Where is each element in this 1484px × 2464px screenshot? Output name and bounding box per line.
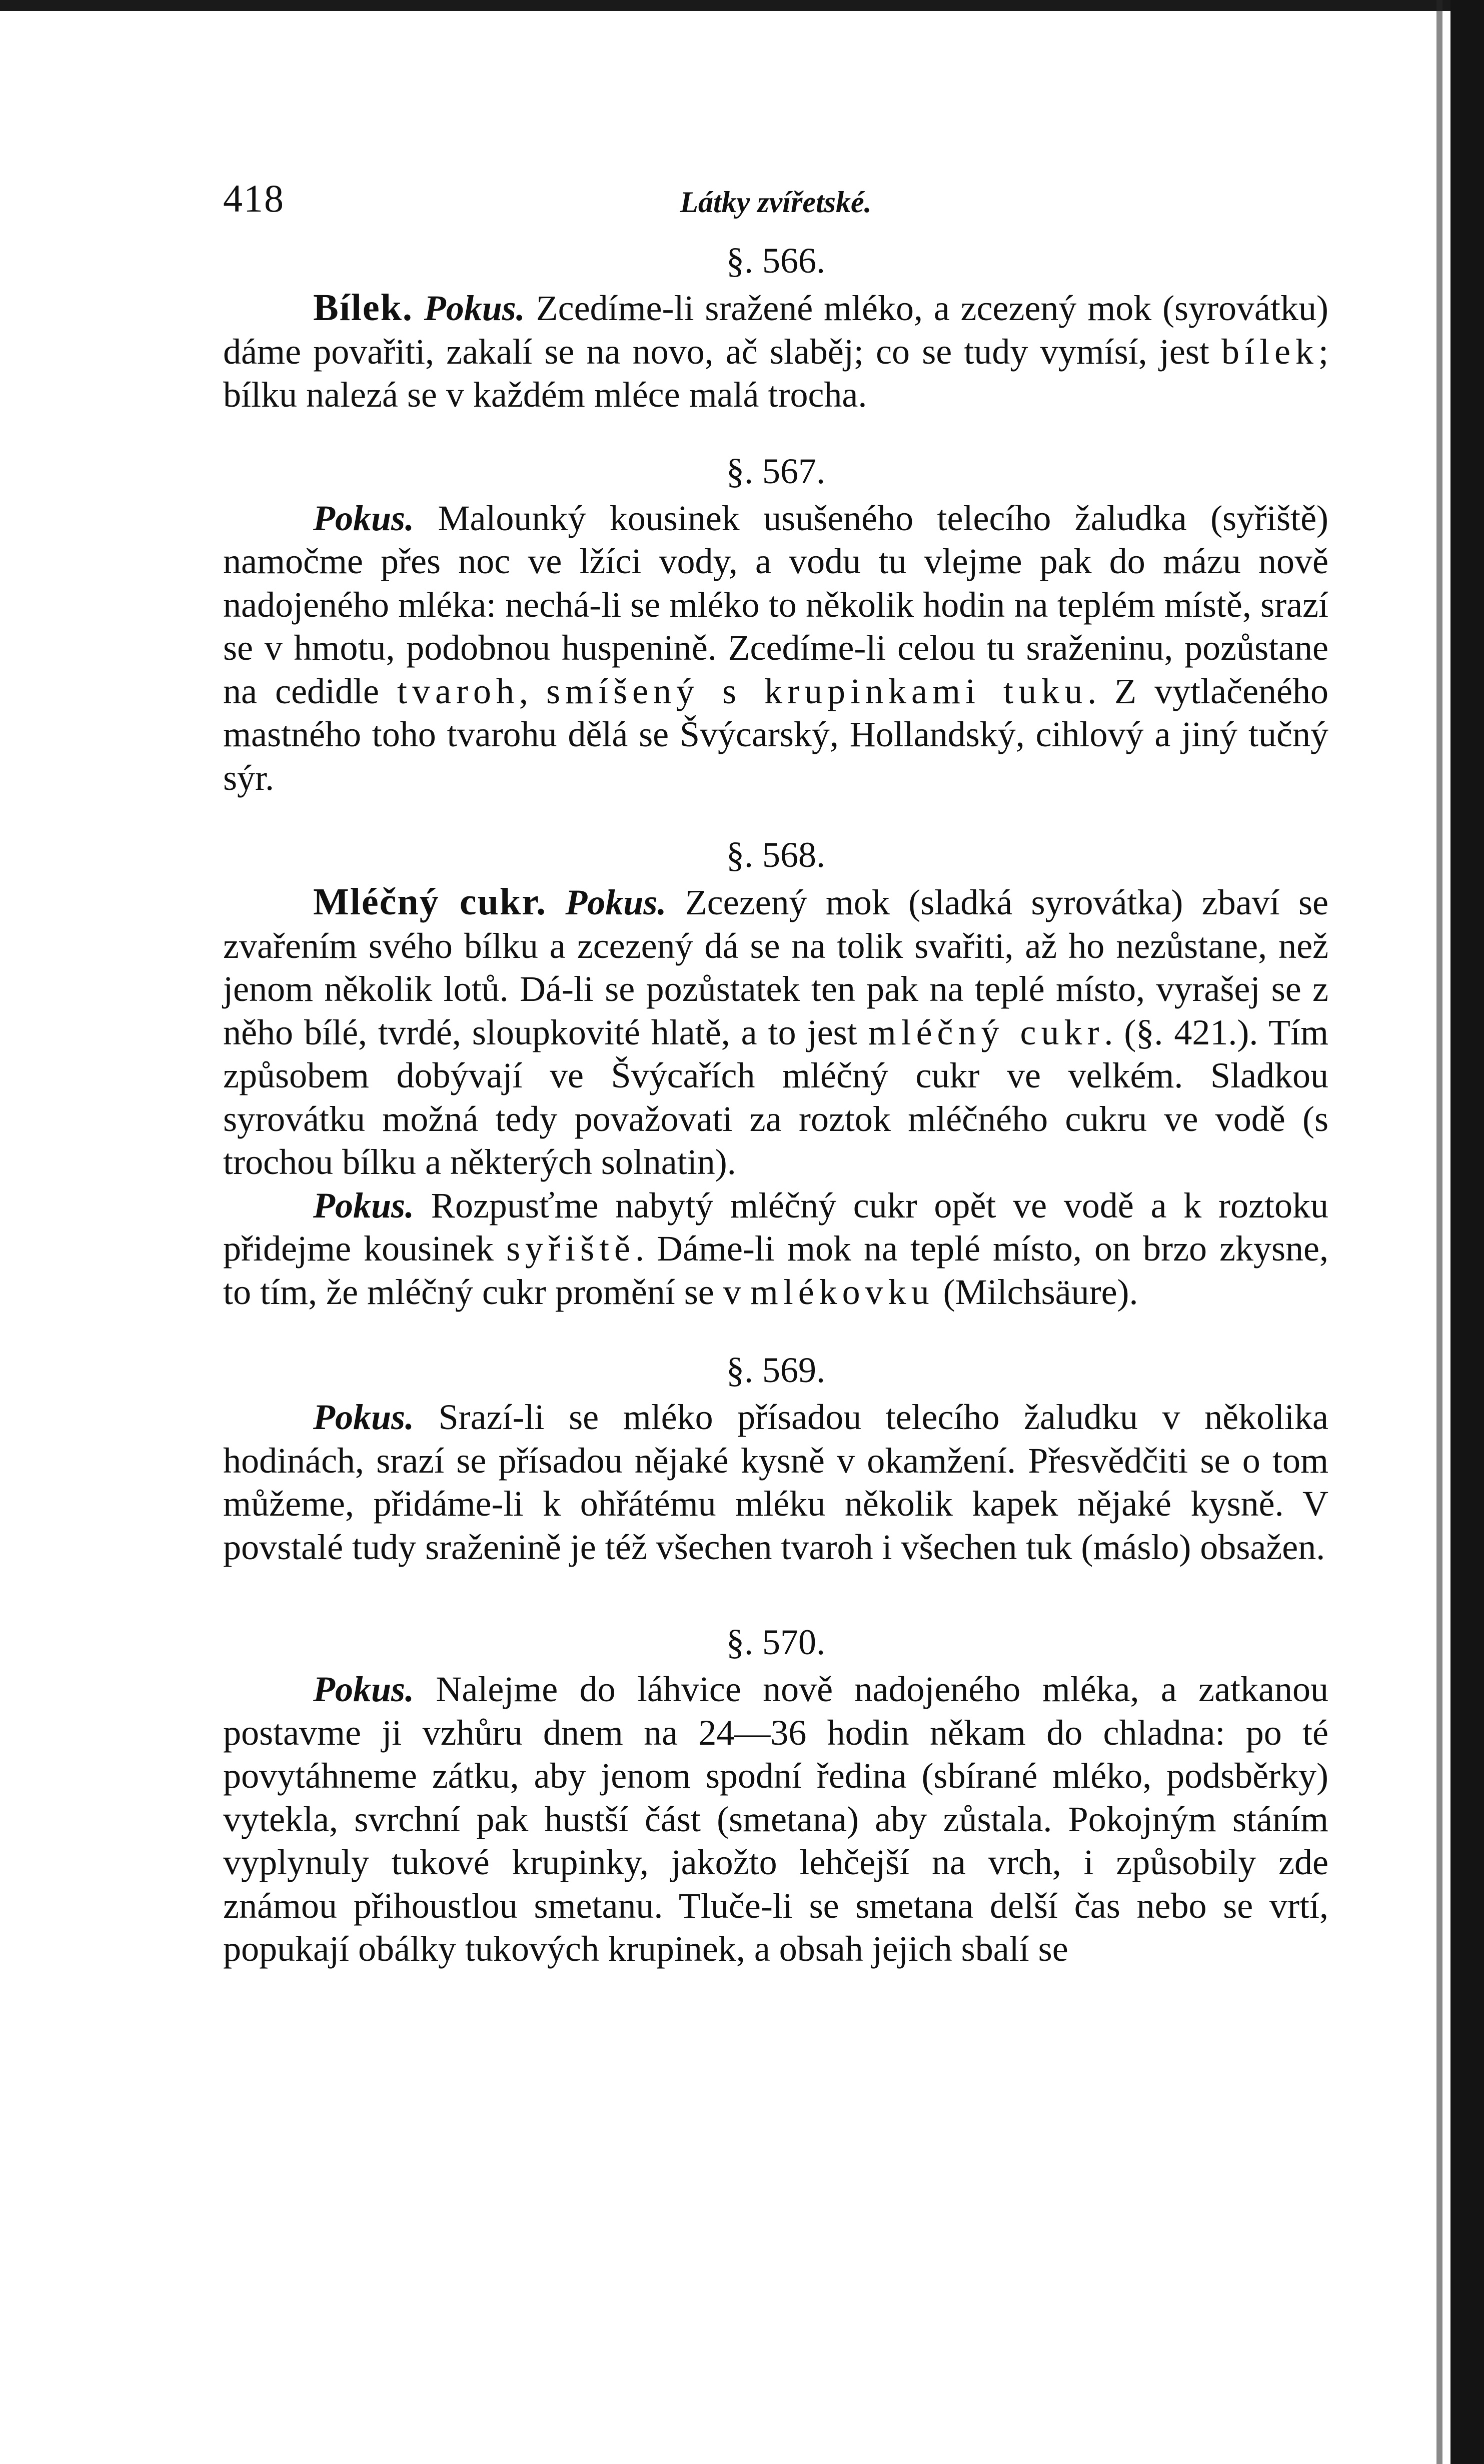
text-run: (Milchsäure). xyxy=(934,1272,1138,1312)
text-run xyxy=(413,288,424,328)
run-label: Mléčný cukr. xyxy=(313,881,547,923)
emphasized-term: bílek xyxy=(1221,331,1318,372)
running-title: Látky zvířetské. xyxy=(680,186,872,219)
run-label: Pokus. xyxy=(313,1669,415,1709)
text-run: ; bílku nalezá se v každém mléce malá trocha. xyxy=(223,331,1328,415)
section-heading: §. 568. xyxy=(726,835,825,875)
text-run: . (§. 421.). Tím způsobem dobývají ve Švýcařích mléčný cukr ve velkém. Sladkou syrovátku možná tedy považovati za roztok mléčného cukru ve vodě (s trochou bílku a některých solnatin). xyxy=(223,1012,1329,1182)
text-run: . Z vytlačeného mastného toho tvarohu dělá se Švýcarský, Hollandský, cihlový a jiný tučný sýr. xyxy=(223,671,1328,798)
paragraph xyxy=(223,1396,1328,1569)
run-label: Pokus. xyxy=(565,882,667,922)
text-run: Rozpusťme nabytý mléčný cukr opět ve vodě a k roztoku přidejme kousinek xyxy=(223,1185,1328,1269)
paragraph xyxy=(223,286,1328,417)
emphasized-term: syřiště xyxy=(506,1228,635,1269)
paragraph xyxy=(223,880,1328,1184)
text-run xyxy=(547,882,565,922)
text-run: , xyxy=(519,671,546,711)
page-header xyxy=(223,165,1328,235)
section-570 xyxy=(223,1617,1328,1971)
emphasized-term: mléčný cukr xyxy=(868,1012,1104,1052)
section-heading: §. 567. xyxy=(726,451,825,491)
text-run: Srazí-li se mléko přísadou telecího žaludku v několika hodinách, srazí se přísadou nějaké kysně v okamžení. Přesvědčiti se o tom můžeme, přidáme-li k ohřátému mléku několik kapek nějaké kysně. V povstalé tudy sraženině je též všechen tvaroh i všechen tuk (máslo) obsažen. xyxy=(223,1397,1328,1567)
emphasized-term: mlékovku xyxy=(750,1272,934,1312)
text-run: Nalejme do láhvice nově nadojeného mléka, a zatkanou postavme ji vzhůru dnem na 24—36 hodin někam do chladna: po té povytáhneme zátku, aby jenom spodní ředina (sbírané mléko, podsběrky) vytekla, svrchní pak hustší část (smetana) aby zůstala. Pokojným stáním vyplynuly tukové krupinky, jakožto lehčejší na vrch, i způsobily zde známou přihoustlou smetanu. Tluče-li se smetana delší čas nebo se vrtí, popukají obálky tukových krupinek, a obsah jejich sbalí se xyxy=(223,1669,1328,1969)
section-heading: §. 566. xyxy=(726,241,825,281)
scan-binding-shadow xyxy=(1436,0,1442,2464)
run-label: Bílek. xyxy=(313,287,413,329)
emphasized-term: tvaroh xyxy=(397,671,519,711)
section-568 xyxy=(223,829,1328,1314)
section-567 xyxy=(223,446,1328,800)
section-566 xyxy=(223,235,1328,417)
run-label: Pokus. xyxy=(313,1185,415,1225)
scan-top-edge xyxy=(0,0,1484,11)
text-run: Zcedíme-li sražené mléko, a zcezený mok (syrovátku) dáme povařiti, zakalí se na novo, ač slaběj; co se tudy vymísí, jest xyxy=(223,288,1328,372)
book-page xyxy=(223,165,1328,1971)
run-label: Pokus. xyxy=(313,1397,415,1437)
scan-right-edge xyxy=(1450,0,1484,2464)
run-label: Pokus. xyxy=(424,288,525,328)
section-heading: §. 570. xyxy=(726,1622,825,1662)
paragraph xyxy=(223,1184,1328,1314)
paragraph xyxy=(223,1668,1328,1971)
text-run: Malounký kousinek usušeného telecího žaludka (syřiště) namočme přes noc ve lžíci vody, a vodu tu vlejme pak do mázu nově nadojeného mléka: nechá-li se mléko to několik hodin na teplém místě, srazí se v hmotu, podobnou huspenině. Zcedíme-li celou tu sraženinu, pozůstane na cedidle xyxy=(223,498,1328,711)
text-run: Zcezený mok (sladká syrovátka) zbaví se zvařením svého bílku a zcezený dá se na tolik svařiti, až ho nezůstane, než jenom několik lotů. Dá-li se pozůstatek ten pak na teplé místo, vyrašej se z něho bílé, tvrdé, sloupkovité hlatě, a to jest xyxy=(223,882,1329,1052)
page-number: 418 xyxy=(223,177,285,220)
section-heading: §. 569. xyxy=(726,1350,825,1390)
paragraph xyxy=(223,497,1328,800)
text-run: . Dáme-li mok na teplé místo, on brzo zkysne, to tím, že mléčný cukr promění se v xyxy=(223,1228,1328,1312)
section-569 xyxy=(223,1345,1328,1569)
run-label: Pokus. xyxy=(313,498,415,538)
emphasized-term: smíšený s krupinkami tuku xyxy=(546,671,1088,711)
